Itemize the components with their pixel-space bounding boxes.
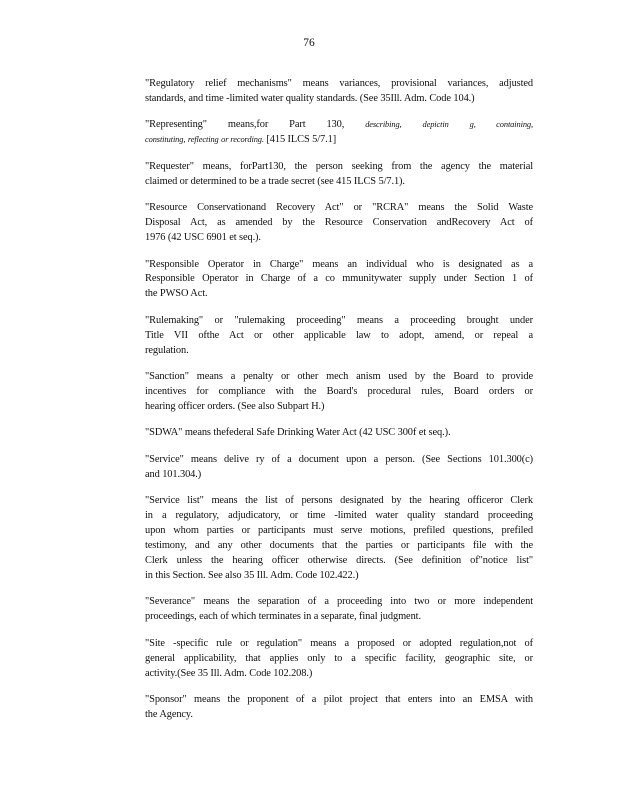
definition-paragraph: [145, 693, 533, 723]
page-number: 76: [303, 37, 315, 49]
definition-paragraph: [145, 160, 533, 190]
definition-line: general applicability, that applies only to a specific facility, geographic site, or: [145, 652, 533, 664]
definition-line: Disposal Act, as amended by the Resource Conservation andRecovery Act of: [145, 217, 533, 229]
definitions-list: [145, 77, 533, 735]
definition-line: "Representing" means,for Part 130, describing, depictin g, containing,: [145, 119, 533, 131]
definition-line: "Resource Conservationand Recovery Act" or "RCRA" means the Solid Waste: [145, 202, 533, 214]
definition-line: proceedings, each of which terminates in a separate, final judgment.: [145, 611, 421, 623]
definition-line: "Service list" means the list of persons designated by the hearing officeror Clerk: [145, 495, 533, 507]
definition-line: 1976 (42 USC 6901 et seq.).: [145, 232, 261, 244]
definition-paragraph: [145, 426, 533, 441]
definition-paragraph: [145, 77, 533, 107]
definition-paragraph: [145, 370, 533, 415]
definition-line: "Service" means delive ry of a document upon a person. (See Sections 101.300(c): [145, 453, 533, 465]
definition-line: "Requester" means, forPart130, the person seeking from the agency the material: [145, 160, 533, 172]
definition-line: constituting, reflecting or recording. [415 ILCS 5/7.1]: [145, 134, 337, 146]
definition-line: "Regulatory relief mechanisms" means variances, provisional variances, adjusted: [145, 78, 533, 89]
definition-line: claimed or determined to be a trade secret (see 415 ILCS 5/7.1).: [145, 175, 405, 187]
definition-line: Clerk unless the hearing officer otherwise directs. (See definition of"notice list": [145, 555, 533, 566]
definition-line: "Rulemaking" or "rulemaking proceeding" means a proceeding brought under: [145, 314, 533, 326]
definition-line: in this Section. See also 35 Ill. Adm. Code 102.422.): [145, 569, 359, 581]
definition-paragraph: [145, 314, 533, 359]
definition-line: "Severance" means the separation of a proceeding into two or more independent: [145, 596, 533, 608]
definition-paragraph: [145, 453, 533, 483]
definition-line: standards, and time -limited water quality standards. (See 35Ill. Adm. Code 104.): [145, 92, 475, 104]
definition-line: testimony, and any other documents that the parties or participants file with the: [145, 540, 533, 552]
definition-paragraph: [145, 258, 533, 303]
definition-line: Responsible Operator in Charge of a co mmunitywater supply under Section 1 of: [145, 273, 533, 285]
definition-line: in a regulatory, adjudicatory, or time -limited water quality standard proceeding: [145, 510, 533, 522]
definition-line: "Site -specific rule or regulation" means a proposed or adopted regulation,not of: [145, 637, 533, 649]
definition-line: "Sanction" means a penalty or other mech anism used by the Board to provide: [145, 371, 533, 383]
definition-paragraph: [145, 201, 533, 246]
definition-line: "Responsible Operator in Charge" means an individual who is designated as a: [145, 258, 533, 270]
definition-line: regulation.: [145, 344, 189, 356]
definition-paragraph: [145, 595, 533, 625]
definition-line: "Sponsor" means the proponent of a pilot project that enters into an EMSA with: [145, 694, 533, 706]
definition-paragraph: [145, 637, 533, 682]
definition-line: the Agency.: [145, 709, 193, 721]
definition-line: and 101.304.): [145, 468, 202, 480]
definition-line: upon whom parties or participants must serve motions, prefiled questions, prefiled: [145, 525, 533, 537]
definition-paragraph: [145, 494, 533, 583]
definition-line: "SDWA" means thefederal Safe Drinking Water Act (42 USC 300f et seq.).: [145, 427, 451, 439]
definition-line: Title VII ofthe Act or other applicable law to adopt, amend, or repeal a: [145, 329, 533, 341]
definition-line: activity.(See 35 Ill. Adm. Code 102.208.): [145, 667, 313, 679]
definition-line: incentives for compliance with the Board's procedural rules, Board orders or: [145, 386, 533, 398]
definition-paragraph: [145, 118, 533, 148]
definition-line: hearing officer orders. (See also Subpart H.): [145, 400, 325, 412]
definition-line: the PWSO Act.: [145, 288, 208, 300]
